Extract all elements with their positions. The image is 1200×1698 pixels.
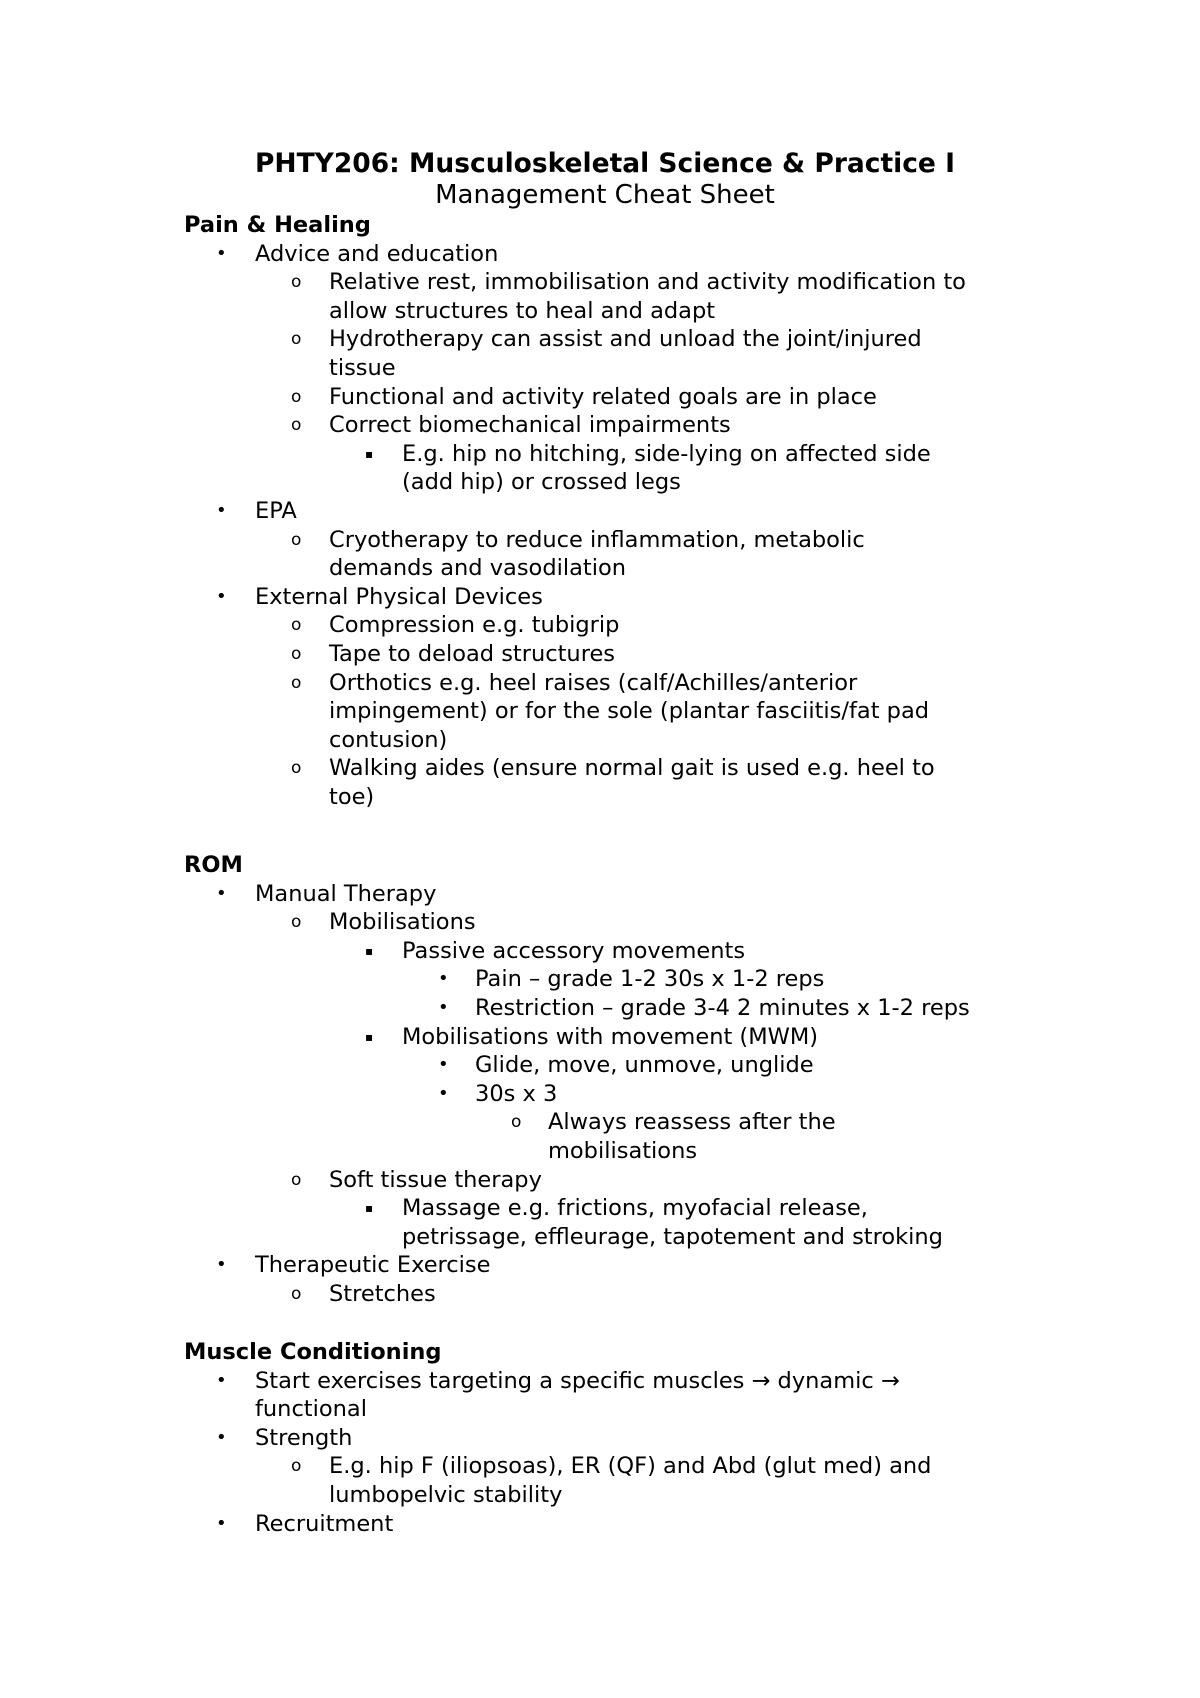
list-item-text: Mobilisations with movement (MWM) — [402, 1023, 819, 1050]
section-heading: ROM — [184, 852, 243, 878]
bullet-disc-icon: • — [216, 1426, 227, 1448]
list-item-text: Passive accessory movements — [402, 937, 746, 964]
list-item-text: Pain – grade 1-2 30s x 1-2 reps — [475, 966, 825, 993]
bullet-square-icon: ▪ — [365, 943, 374, 958]
section-rom — [184, 851, 1064, 1309]
list-item-continuation — [184, 354, 1064, 383]
list-item — [184, 908, 1064, 937]
section-muscle-conditioning — [184, 1338, 1064, 1538]
list-item — [184, 1280, 1064, 1309]
section-heading: Muscle Conditioning — [184, 1339, 442, 1365]
list-item-continuation — [184, 1395, 1064, 1424]
list-item-text: Recruitment — [255, 1510, 394, 1537]
bullet-circle-icon: o — [291, 615, 302, 636]
list-item — [184, 497, 1064, 526]
list-item — [184, 1367, 1064, 1396]
list-item-text: Functional and activity related goals are in place — [329, 383, 877, 410]
list-item — [184, 640, 1064, 669]
list-item-text: Compression e.g. tubigrip — [329, 612, 620, 639]
bullet-circle-icon: o — [291, 386, 302, 407]
list-item — [184, 240, 1064, 269]
bullet-circle-icon: o — [291, 415, 302, 436]
bullet-disc-icon: • — [216, 499, 227, 521]
list-item — [184, 411, 1064, 440]
list-item — [184, 1194, 1064, 1223]
list-item — [184, 440, 1064, 469]
list-item — [184, 268, 1064, 297]
list-item-continuation — [184, 783, 1064, 812]
bullet-square-icon: ▪ — [365, 1029, 374, 1044]
list-item-text: Strength — [255, 1424, 353, 1451]
list-item-text: toe) — [329, 783, 375, 810]
list-item-text: Massage e.g. frictions, myofacial release, — [402, 1195, 868, 1222]
bullet-circle-icon: o — [291, 272, 302, 293]
list-item-text: demands and vasodilation — [329, 555, 626, 582]
list-item-text: Stretches — [329, 1280, 436, 1307]
list-item — [184, 1452, 1064, 1481]
list-item-continuation — [184, 726, 1064, 755]
list-item-text: Restriction – grade 3-4 2 minutes x 1-2 reps — [475, 994, 970, 1021]
bullet-circle-icon: o — [291, 1169, 302, 1190]
bullet-disc-icon: • — [216, 1369, 227, 1391]
list-item-text: E.g. hip no hitching, side-lying on affected side — [402, 440, 931, 467]
bullet-disc-icon: • — [438, 1054, 449, 1076]
bullet-circle-icon: o — [291, 643, 302, 664]
bullet-circle-icon: o — [291, 1456, 302, 1477]
list-item-text: E.g. hip F (iliopsoas), ER (QF) and Abd (glut med) and — [329, 1453, 932, 1480]
list-item — [184, 383, 1064, 412]
bullet-square-icon: ▪ — [365, 446, 374, 461]
list-item-text: Tape to deload structures — [329, 640, 616, 667]
list-item — [184, 325, 1064, 354]
list-item-text: petrissage, effleurage, tapotement and stroking — [402, 1223, 943, 1250]
list-item — [184, 1510, 1064, 1539]
list-item-text: Advice and education — [255, 240, 499, 267]
list-item-text: allow structures to heal and adapt — [329, 297, 716, 324]
bullet-disc-icon: • — [216, 1254, 227, 1276]
document-title: PHTY206: Musculoskeletal Science & Practice I — [254, 148, 955, 179]
list-item — [184, 526, 1064, 555]
bullet-disc-icon: • — [438, 996, 449, 1018]
list-item-text: Manual Therapy — [255, 880, 437, 907]
bullet-disc-icon: • — [438, 968, 449, 990]
bullet-circle-icon: o — [291, 758, 302, 779]
list-item-text: Always reassess after the — [548, 1109, 836, 1136]
list-item-text: Hydrotherapy can assist and unload the joint/injured — [329, 326, 922, 353]
list-item — [184, 611, 1064, 640]
bullet-circle-icon: o — [291, 672, 302, 693]
bullet-circle-icon: o — [291, 912, 302, 933]
list-item-text: functional — [255, 1396, 367, 1423]
list-item — [184, 1166, 1064, 1195]
list-item-text: Correct biomechanical impairments — [329, 412, 731, 439]
bullet-disc-icon: • — [216, 882, 227, 904]
list-item — [184, 937, 1064, 966]
list-item — [184, 1108, 1064, 1137]
list-item-text: EPA — [255, 497, 297, 524]
list-item-text: Walking aides (ensure normal gait is used e.g. heel to — [329, 755, 935, 782]
list-item — [184, 1023, 1064, 1052]
section-pain-healing — [184, 211, 1064, 811]
list-item-text: Glide, move, unmove, unglide — [475, 1052, 814, 1079]
list-item-text: contusion) — [329, 726, 448, 753]
document-subtitle: Management Cheat Sheet — [435, 180, 775, 210]
bullet-circle-icon: o — [291, 529, 302, 550]
list-item-text: External Physical Devices — [255, 583, 543, 610]
list-item-text: Orthotics e.g. heel raises (calf/Achilles/anterior — [329, 669, 858, 696]
bullet-square-icon: ▪ — [365, 1201, 374, 1216]
list-item-continuation — [184, 1137, 1064, 1166]
list-item-continuation — [184, 1481, 1064, 1510]
list-item-text: Cryotherapy to reduce inflammation, metabolic — [329, 526, 865, 553]
list-item-text: Therapeutic Exercise — [255, 1252, 491, 1279]
list-item — [184, 669, 1064, 698]
bullet-circle-icon: o — [291, 329, 302, 350]
list-item-continuation — [184, 468, 1064, 497]
bullet-disc-icon: • — [216, 585, 227, 607]
list-item — [184, 1251, 1064, 1280]
list-item-text: Mobilisations — [329, 909, 476, 936]
list-item — [184, 583, 1064, 612]
list-item-text: Soft tissue therapy — [329, 1166, 542, 1193]
bullet-disc-icon: • — [216, 1512, 227, 1534]
list-item — [184, 880, 1064, 909]
list-item-text: Start exercises targeting a specific muscles → dynamic → — [255, 1367, 900, 1394]
list-item-continuation — [184, 697, 1064, 726]
list-item-text: mobilisations — [548, 1137, 698, 1164]
list-item — [184, 1080, 1064, 1109]
bullet-disc-icon: • — [216, 242, 227, 264]
list-item — [184, 1051, 1064, 1080]
list-item — [184, 965, 1064, 994]
section-heading: Pain & Healing — [184, 212, 371, 238]
list-item-text: Relative rest, immobilisation and activity modification to — [329, 269, 966, 296]
list-item-text: (add hip) or crossed legs — [402, 469, 681, 496]
list-item-continuation — [184, 297, 1064, 326]
list-item-text: 30s x 3 — [475, 1080, 558, 1107]
list-item-text: lumbopelvic stability — [329, 1481, 563, 1508]
list-item-continuation — [184, 554, 1064, 583]
bullet-circle-icon: o — [511, 1112, 522, 1133]
list-item-continuation — [184, 1223, 1064, 1252]
list-item-text: impingement) or for the sole (plantar fasciitis/fat pad — [329, 698, 930, 725]
bullet-circle-icon: o — [291, 1283, 302, 1304]
list-item — [184, 994, 1064, 1023]
list-item-text: tissue — [329, 354, 396, 381]
list-item — [184, 1424, 1064, 1453]
list-item — [184, 754, 1064, 783]
bullet-disc-icon: • — [438, 1082, 449, 1104]
